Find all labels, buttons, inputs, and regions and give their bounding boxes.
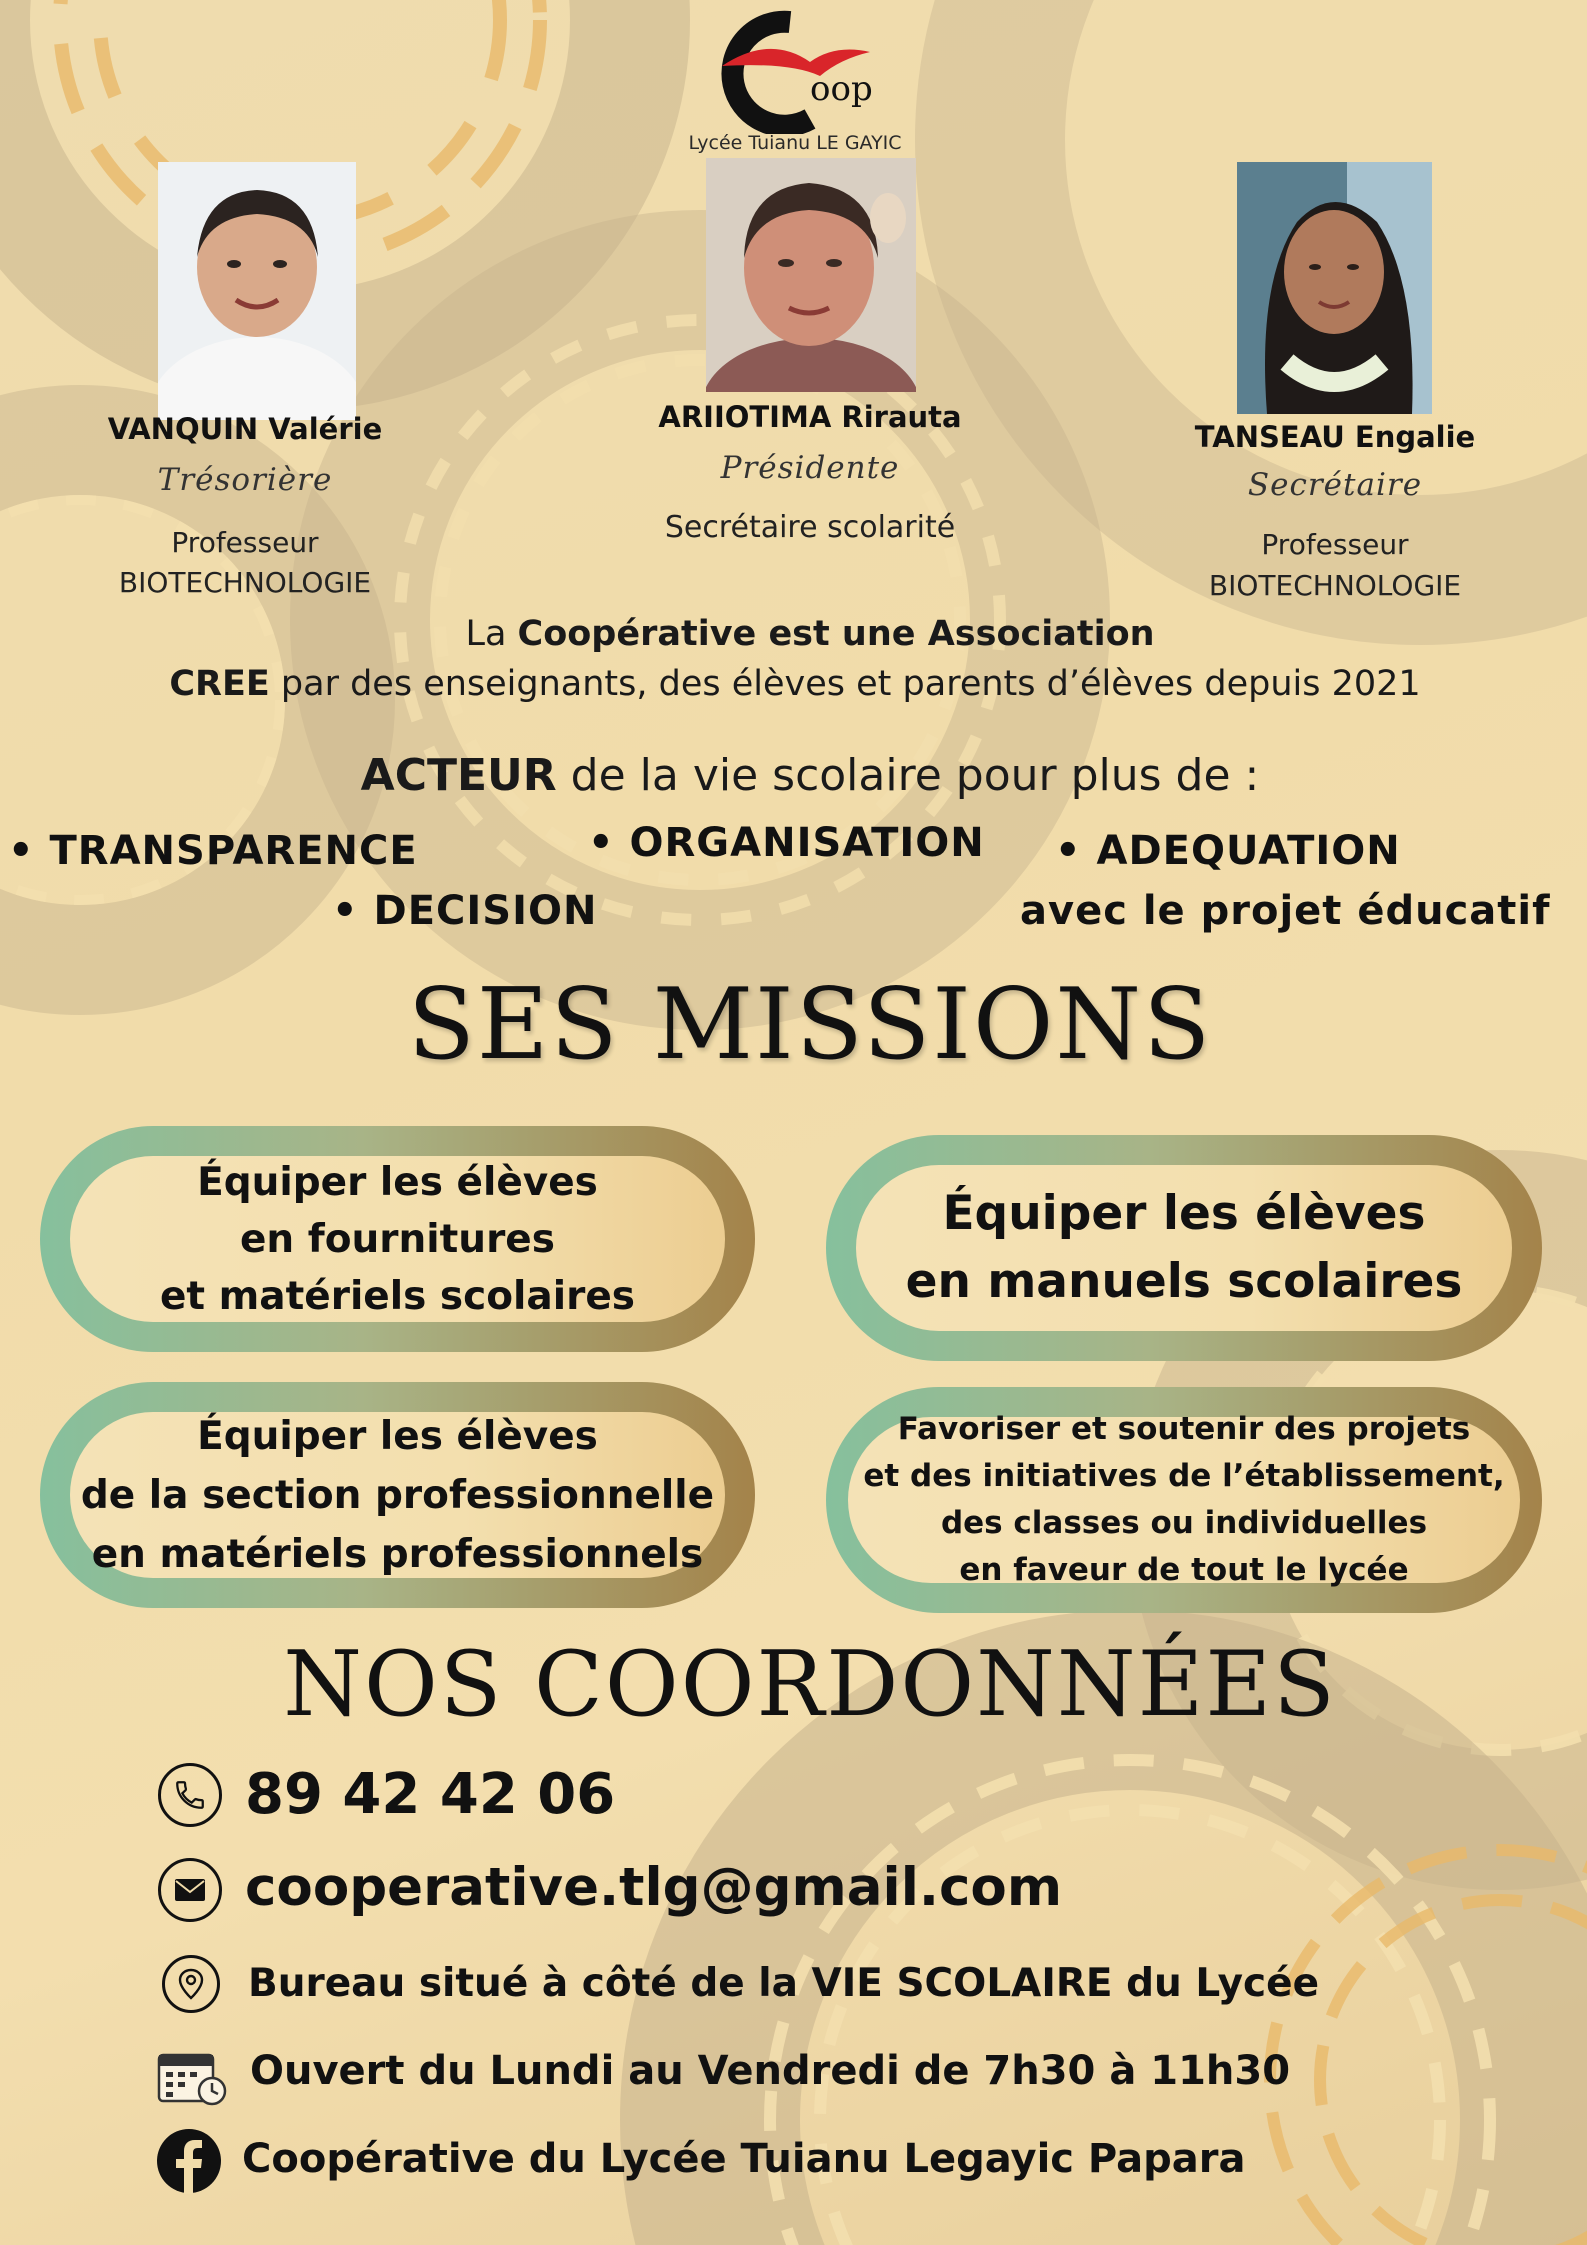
member-job-line1: Secrétaire scolarité [664,510,956,545]
acteur-line: ACTEUR de la vie scolaire pour plus de : [360,750,1260,801]
value-transparence: • TRANSPARENCE [8,828,418,874]
mail-icon [158,1858,222,1922]
value-decision: • DECISION [332,888,598,934]
member-photo-vanquin [158,162,356,420]
location-icon [162,1955,220,2013]
mission-line: en fournitures [239,1216,555,1262]
mission-line: Équiper les élèves [942,1186,1426,1241]
mission-line: Favoriser et soutenir des projets [897,1411,1471,1447]
mission-line: Équiper les élèves [197,1159,598,1205]
phone-icon [158,1763,222,1827]
member-job-line1: Professeur [1261,528,1409,561]
mission-card [40,1126,755,1352]
contact-title: NOS COORDONNÉES [283,1632,1337,1737]
facebook-page-link[interactable]: Coopérative du Lycée Tuianu Legayic Papara [242,2136,1246,2182]
member-name: TANSEAU Engalie [1194,420,1476,454]
mission-line: en matériels professionnels [91,1531,704,1577]
calendar-clock-icon [157,2047,229,2107]
logo-caption: Lycée Tuianu LE GAYIC [688,132,902,154]
member-role: Trésorière [157,462,333,498]
member-role: Secrétaire [1247,467,1423,503]
mission-card [826,1135,1542,1361]
missions-title: SES MISSIONS [407,968,1213,1082]
mission-card [40,1382,755,1608]
coop-logo [660,4,930,164]
member-job-line2: BIOTECHNOLOGIE [118,566,372,599]
mission-line: de la section professionnelle [80,1472,715,1518]
svg-text:oop: oop [810,69,873,109]
mission-line: et matériels scolaires [159,1273,635,1319]
facebook-icon[interactable] [156,2128,222,2194]
member-photo-tanseau [1237,162,1432,414]
mission-line: en manuels scolaires [905,1254,1463,1309]
email-link[interactable]: cooperative.tlg@gmail.com [245,1857,1063,1918]
mission-card [826,1387,1542,1613]
mission-line: Équiper les élèves [197,1413,598,1459]
mission-line: des classes ou individuelles [940,1505,1428,1541]
member-name: VANQUIN Valérie [107,412,383,446]
intro-line2: CREE par des enseignants, des élèves et parents d’élèves depuis 2021 [169,664,1421,704]
member-job-line2: BIOTECHNOLOGIE [1208,569,1462,602]
mission-line: en faveur de tout le lycée [959,1552,1409,1588]
hours-text: Ouvert du Lundi au Vendredi de 7h30 à 11h30 [250,2048,1291,2094]
member-job-line1: Professeur [171,526,319,559]
mission-line: et des initiatives de l’établissement, [863,1458,1505,1494]
value-adequation-sub: avec le projet éducatif [1020,888,1551,934]
coop-logo-mark [660,4,930,134]
member-photo-ariiotima [706,158,916,392]
value-adequation: • ADEQUATION [1055,828,1401,874]
member-role: Présidente [720,450,900,486]
intro-line1: La Coopérative est une Association [465,614,1155,654]
phone-number[interactable]: 89 42 42 06 [245,1762,616,1827]
value-organisation: • ORGANISATION [588,820,985,866]
member-name: ARIIOTIMA Rirauta [658,400,962,434]
location-text: Bureau situé à côté de la VIE SCOLAIRE du Lycée [248,1961,1320,2006]
